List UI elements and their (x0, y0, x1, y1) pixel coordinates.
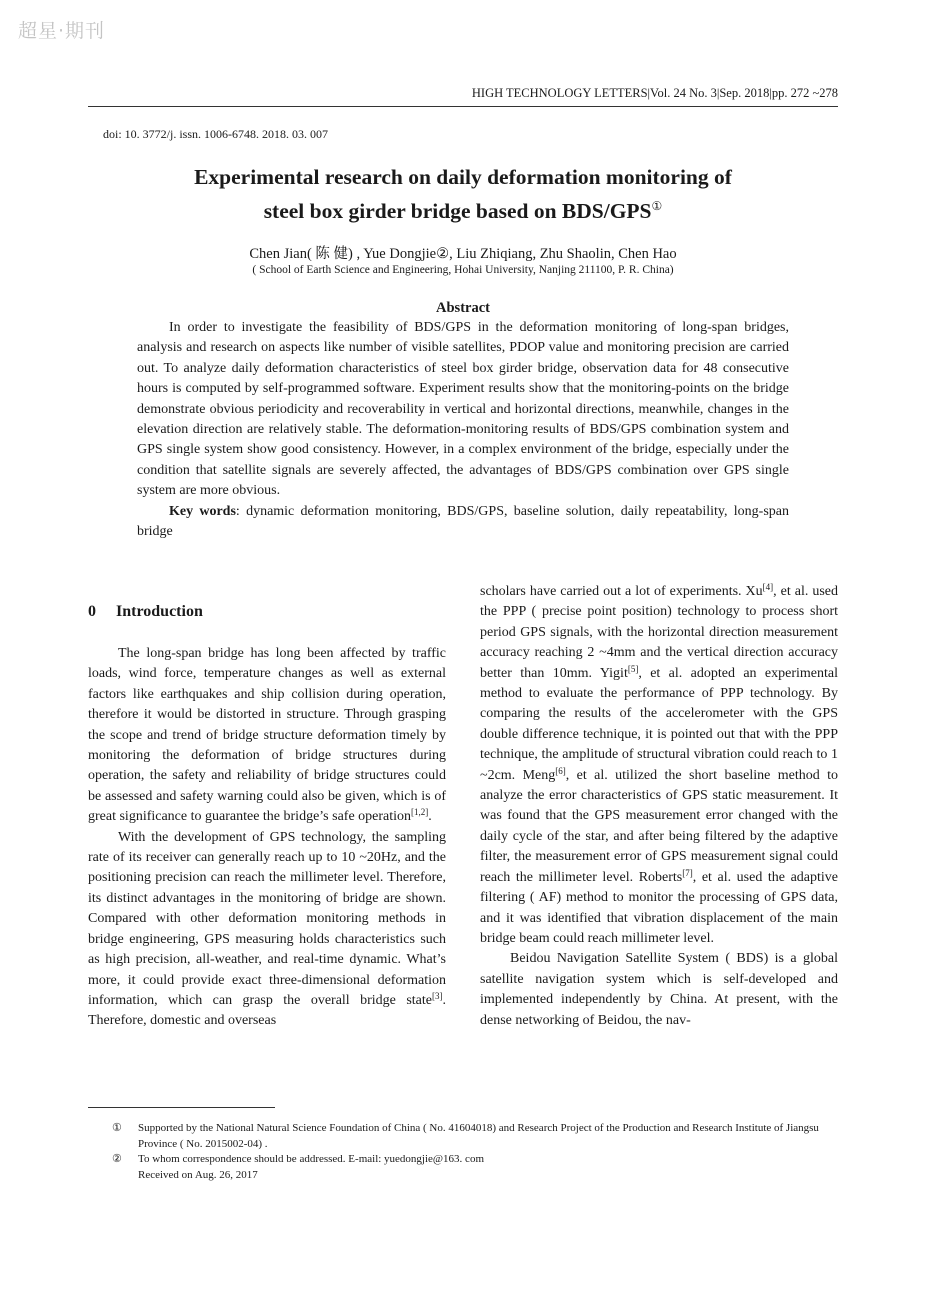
citation[interactable]: [3] (432, 990, 443, 1001)
footnotes (112, 1121, 838, 1183)
left-p1-text: The long-span bridge has long been affected by traffic loads, wind force, temperature changes as well as external factors like earthquakes and ship collision during operation, therefore it would be distorted in structure. Through grasping the scope and trend of bridge structure deformation timely by monitoring the deformation of bridge structures during operation, the safety and reliability of bridge structures could be assessed and safety warning could also be given, which is of great significance to guarantee the bridge’s safe operation (88, 646, 446, 825)
footnote-mark: ② (112, 1153, 122, 1165)
footnote-text: Supported by the National Natural Science Foundation of China ( No. 41604018) and Research Project of the Production and Research Institute of Jiangsu Province ( No. 2015002-04) . (138, 1122, 819, 1150)
citation[interactable]: [7] (682, 867, 693, 878)
citation[interactable]: [4] (762, 582, 774, 592)
left-paragraph-2 (88, 828, 446, 1032)
footnote-rule (88, 1107, 275, 1108)
received-date: Received on Aug. 26, 2017 (138, 1168, 258, 1181)
section-number: 0 (88, 603, 96, 620)
citation[interactable]: [5] (627, 663, 639, 674)
right-p1-e: , et al. used the adaptive filtering ( AF) method to monitor the processing of GPS data, and it was identified that vibration displacement of the main bridge beam could reach millimeter level. (480, 869, 838, 946)
keywords-line (137, 502, 789, 543)
title-line-1: Experimental research on daily deformation monitoring of (194, 165, 732, 189)
title-line-2-text: steel box girder bridge based on BDS/GPS (263, 199, 652, 224)
left-paragraph-1 (88, 644, 446, 828)
right-paragraph-2: Beidou Navigation Satellite System ( BDS) is a global satellite navigation system which is self-developed and implemented independently by China. At present, with the dense networking of Beidou, the nav- (480, 951, 838, 1028)
right-p1-c: , et al. adopted an experimental method to evaluate the performance of PPP technology. By comparing the results of the accelerometer with the GPS double difference technique, it is pointed out that with the PPP technique, the amplitude of structural vibration could reach to 1 ~2cm. Meng (480, 665, 838, 783)
keywords-text: : dynamic deformation monitoring, BDS/GPS, baseline solution, daily repeatability, long-span bridge (137, 503, 789, 540)
keywords-label: Key words (169, 503, 236, 519)
affiliation: ( School of Earth Science and Engineering, Hohai University, Nanjing 211100, P. R. China) (252, 264, 674, 276)
running-head: HIGH TECHNOLOGY LETTERS|Vol. 24 No. 3|Sep. 2018|pp. 272 ~278 (471, 86, 838, 100)
doi-line: doi: 10. 3772/j. issn. 1006-6748. 2018. 03. 007 (103, 127, 329, 141)
left-column (88, 644, 446, 1032)
abstract-heading: Abstract (436, 300, 490, 316)
author-list: Chen Jian( 陈 健) , Yue Dongjie②, Liu Zhiqiang, Zhu Shaolin, Chen Hao (249, 246, 677, 262)
citation[interactable]: [6] (555, 765, 566, 776)
title-line-2 (88, 192, 838, 226)
abstract-block (137, 318, 789, 542)
left-p2-text: With the development of GPS technology, the sampling rate of its receiver can generally reach up to 10 ~20Hz, and the positioning precision can reach the millimeter level. Therefore, its distinct advantages in the monitoring of bridge are shown. Compared with other deformation monitoring methods in bridge engineering, GPS measuring holds characteristics such as high precision, all-weather, and real-time dynamic. What’s more, it could provide exact three-dimensional deformation information, which can grasp the overall bridge state (88, 829, 446, 1008)
right-p1-a: scholars have carried out a lot of experiments. Xu (480, 584, 763, 599)
section-title: Introduction (116, 603, 203, 620)
left-p1-end: . (428, 809, 432, 825)
paper-title (88, 163, 838, 226)
citation[interactable]: [1,2] (411, 807, 429, 818)
abstract-text: In order to investigate the feasibility of BDS/GPS in the deformation monitoring of long-span bridges, analysis and research on aspects like number of visible satellites, PDOP value and monitoring precision are carried out. To analyze daily deformation characteristics of steel box girder bridge, observation data for 48 consecutive hours is computed by self-programmed software. Experiment results show that the monitoring-points on the bridge demonstrate obvious periodicity and recoverability in vertical and horizontal directions, meanwhile, changes in the elevation direction are relatively stable. The deformation-monitoring results of BDS/GPS combination system and GPS single system show good consistency. However, in a complex environment of the bridge, especially under the condition that satellite signals are severely affected, the advantages of BDS/GPS combination over GPS single system are more obvious. (137, 320, 789, 499)
title-footnote-mark: ① (651, 199, 663, 213)
header-rule (88, 106, 838, 107)
footnote-item (112, 1152, 838, 1168)
right-p1-b: , et al. used the PPP ( precise point position) technology to process short period GPS signals, with the horizontal direction measurement accuracy reaching 2 ~4mm and the vertical direction accuracy better than 10mm. Yigit (480, 584, 838, 681)
footnote-item (112, 1121, 838, 1152)
footnote-mark: ① (112, 1122, 122, 1134)
watermark-logo: 超星·期刊 (18, 20, 106, 42)
left-p2-end: . Therefore, domestic and overseas (88, 992, 446, 1029)
section-heading (88, 603, 203, 621)
right-p1-d: , et al. utilized the short baseline method to analyze the error characteristics of GPS static measurement. It was found that the GPS measurement error changed with the daily cycle of the star, and after being filtered by the adaptive filter, the measurement error of GPS measurement signal could reach the millimeter level. Roberts (480, 767, 838, 885)
right-paragraph-1 (480, 582, 838, 949)
footnote-text: To whom correspondence should be addressed. E-mail: yuedongjie@163. com (138, 1153, 484, 1165)
right-column (480, 582, 838, 1031)
